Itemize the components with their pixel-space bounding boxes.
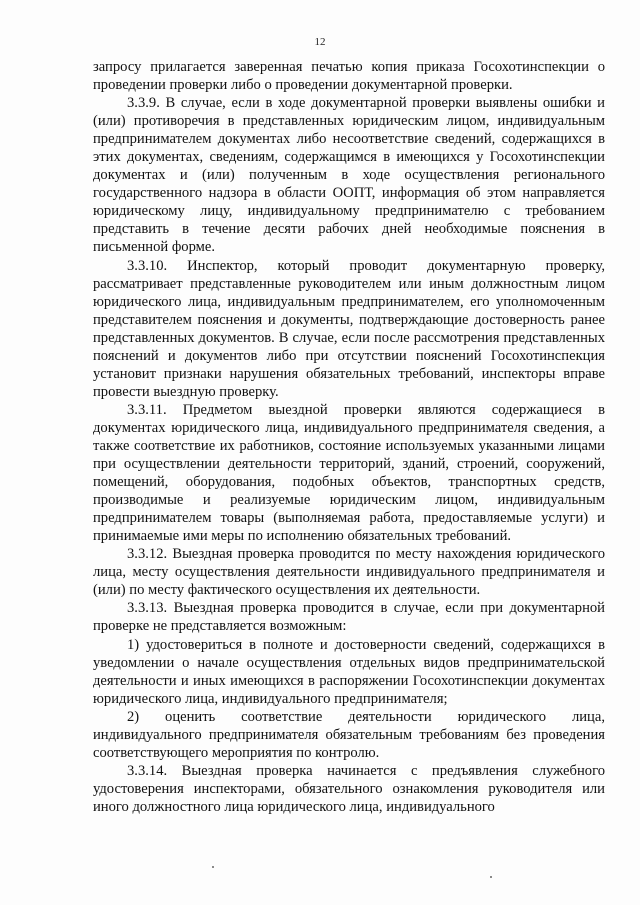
paragraph-3-3-14: 3.3.14. Выездная проверка начинается с предъявления служебного удостоверения инспекторами, обязательного ознакомления руководителя или иного должностного лица юридического лица, индивидуального xyxy=(93,762,605,815)
paragraph-3-3-13: 3.3.13. Выездная проверка проводится в случае, если при документарной проверке не представляется возможным: xyxy=(93,600,605,635)
scan-speck xyxy=(490,876,492,878)
paragraph-3-3-10: 3.3.10. Инспектор, который проводит документарную проверку, рассматривает представленные руководителем или иным должностным лицом юридического лица, индивидуальным предпринимателем, его уполномоченным представителем пояснения и документы, подтверждающие достоверность ранее представленных документов. В случае, если после рассмотрения представленных пояснений и документов либо при отсутствии пояснений Госохотинспекция установит признаки нарушения обязательных требований, инспекторы вправе провести выездную проверку. xyxy=(93,257,605,400)
paragraph-3-3-9: 3.3.9. В случае, если в ходе документарной проверки выявлены ошибки и (или) противоречия в представленных юридическим лицом, индивидуальным предпринимателем документах либо несоответствие сведений, содержащихся в этих документах, сведениям, содержащимся в имеющихся у Госохотинспекции документах и (или) полученным в ходе осуществления регионального государственного надзора в области ООПТ, информация об этом направляется юридическому лицу, индивидуальному предпринимателю с требованием представить в течение десяти рабочих дней необходимые пояснения в письменной форме. xyxy=(93,95,605,256)
paragraph-3-3-12: 3.3.12. Выездная проверка проводится по месту нахождения юридического лица, месту осуществления деятельности индивидуального предпринимателя и (или) по месту фактического осуществления их деятельности. xyxy=(93,546,605,599)
paragraph-continuation: запросу прилагается заверенная печатью копия приказа Госохотинспекции о проведении проверки либо о проведении документарной проверки. xyxy=(93,59,605,94)
document-body xyxy=(93,58,605,816)
paragraph-3-3-11: 3.3.11. Предметом выездной проверки являются содержащиеся в документах юридического лица, индивидуального предпринимателя сведения, а также соответствие их работников, состояние используемых указанными лицами при осуществлении деятельности территорий, зданий, строений, сооружений, помещений, оборудования, подобных объектов, транспортных средств, производимые и реализуемые юридическим лицом, индивидуальным предпринимателем товары (выполняемая работа, предоставляемые услуги) и принимаемые ими меры по исполнению обязательных требований. xyxy=(93,401,605,545)
list-item-2: 2) оценить соответствие деятельности юридического лица, индивидуального предпринимателя обязательным требованиям без проведения соответствующего мероприятия по контролю. xyxy=(93,708,605,761)
list-item-1: 1) удостовериться в полноте и достоверности сведений, содержащихся в уведомлении о начале осуществления отдельных видов предпринимательской деятельности и иных имеющихся в распоряжении Госохотинспекции документах юридического лица, индивидуального предпринимателя; xyxy=(93,636,605,707)
scan-speck xyxy=(212,866,214,868)
page-number: 12 xyxy=(314,36,326,48)
